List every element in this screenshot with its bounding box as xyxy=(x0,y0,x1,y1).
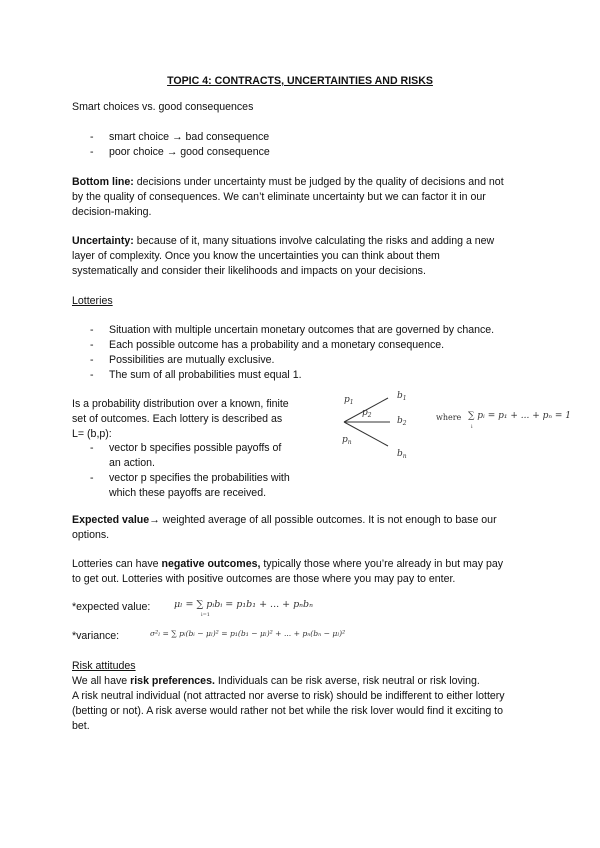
uncertainty-label: Uncertainty: xyxy=(72,235,134,247)
risk-post: Individuals can be risk averse, risk neutral or risk loving. xyxy=(214,675,480,687)
bullet-dash: - xyxy=(90,324,94,336)
vector-item: an action. xyxy=(109,457,155,469)
risk-text: A risk neutral individual (not attracted nor averse to risk) should be indifferent to either lottery xyxy=(72,690,505,702)
negative-post: typically those where you’re already in but may pay xyxy=(260,558,504,570)
bullet-dash: - xyxy=(90,354,94,366)
uncertainty-text: systematically and consider their likelihoods and impacts on your decisions. xyxy=(72,265,426,277)
choice-item: poor choice → good consequence xyxy=(109,146,270,158)
uncertainty-paragraph xyxy=(72,234,494,249)
vector-item: which these payoffs are received. xyxy=(109,487,267,499)
bottom-line-text: by the quality of consequences. We can’t eliminate uncertainty but we can factor it in our xyxy=(72,191,486,203)
bullet-dash: - xyxy=(90,369,94,381)
expected-value-formula-index: i=1 xyxy=(201,612,210,618)
lottery-tree-diagram xyxy=(300,384,590,464)
variance-formula-label: *variance: xyxy=(72,630,120,642)
bottom-line-paragraph xyxy=(72,175,504,190)
variance-formula: σ²ₗ = ∑ pᵢ(bᵢ − μₗ)² = p₁(b₁ − μₗ)² + ... + pₙ(bₙ − μₗ)² xyxy=(150,629,346,638)
bottom-line-text: decision-making. xyxy=(72,206,152,218)
payoff-label-n: $b_n$ xyxy=(397,449,407,460)
uncertainty-text: because of it, many situations involve calculating the risks and adding a new xyxy=(133,235,495,247)
bottom-line-text: decisions under uncertainty must be judged by the quality of decisions and not xyxy=(133,176,504,188)
negative-outcomes-paragraph xyxy=(72,557,503,572)
negative-pre: Lotteries can have xyxy=(72,558,162,570)
lottery-item: The sum of all probabilities must equal 1. xyxy=(109,369,302,381)
uncertainty-text: layer of complexity. Once you know the uncertainties you can think about them xyxy=(72,250,440,262)
bullet-dash: - xyxy=(90,131,94,143)
risk-bold: risk preferences. xyxy=(130,675,215,687)
lottery-definition: L= (b,p): xyxy=(72,428,112,440)
expected-value-formula-label: *expected value: xyxy=(72,601,151,613)
expected-value-text: → weighted average of all possible outcomes. It is not enough to base our xyxy=(149,514,497,526)
bullet-dash: - xyxy=(90,146,94,158)
lottery-item: Situation with multiple uncertain monetary outcomes that are governed by chance. xyxy=(109,324,495,336)
expected-value-text: options. xyxy=(72,529,110,541)
negative-outcomes-text: to get out. Lotteries with positive outcomes are those where you may pay to enter. xyxy=(72,573,456,585)
negative-bold: negative outcomes, xyxy=(161,558,261,570)
probability-sum-formula: ∑ pᵢ = p₁ + ... + pₙ = 1 xyxy=(468,411,571,421)
risk-text: (betting or not). A risk averse would rather not bet while the risk lover would find it exciting to xyxy=(72,705,504,717)
risk-paragraph xyxy=(72,674,480,689)
lottery-definition: set of outcomes. Each lottery is described as xyxy=(72,413,283,425)
lottery-item: Possibilities are mutually exclusive. xyxy=(109,354,275,366)
payoff-label-2: $b_2$ xyxy=(397,416,407,427)
prob-label-n: $p_n$ xyxy=(342,435,352,446)
vector-item: vector p specifies the probabilities with xyxy=(109,472,290,484)
intro-text: Smart choices vs. good consequences xyxy=(72,101,254,113)
vector-item: vector b specifies possible payoffs of xyxy=(109,442,282,454)
prob-label-2: $p_2$ xyxy=(362,408,372,419)
bullet-dash: - xyxy=(90,472,94,484)
lotteries-heading: Lotteries xyxy=(72,295,113,307)
expected-value-formula: μₗ = ∑ pᵢbᵢ = p₁b₁ + ... + pₙbₙ xyxy=(174,599,313,610)
bottom-line-label: Bottom line: xyxy=(72,176,134,188)
risk-text: bet. xyxy=(72,720,90,732)
payoff-label-1: $b_1$ xyxy=(397,391,407,402)
bullet-dash: - xyxy=(90,339,94,351)
sum-index: i xyxy=(471,424,473,430)
expected-value-label: Expected value xyxy=(72,514,150,526)
risk-attitudes-heading: Risk attitudes xyxy=(72,660,136,672)
expected-value-paragraph xyxy=(72,513,497,528)
choice-item: smart choice → bad consequence xyxy=(109,131,270,143)
lottery-definition: Is a probability distribution over a known, finite xyxy=(72,398,289,410)
prob-label-1: $p_1$ xyxy=(344,395,354,406)
risk-pre: We all have xyxy=(72,675,131,687)
lottery-item: Each possible outcome has a probability and a monetary consequence. xyxy=(109,339,445,351)
page-title: TOPIC 4: CONTRACTS, UNCERTAINTIES AND RISKS xyxy=(167,75,433,87)
where-label: where xyxy=(436,413,462,422)
bullet-dash: - xyxy=(90,442,94,454)
